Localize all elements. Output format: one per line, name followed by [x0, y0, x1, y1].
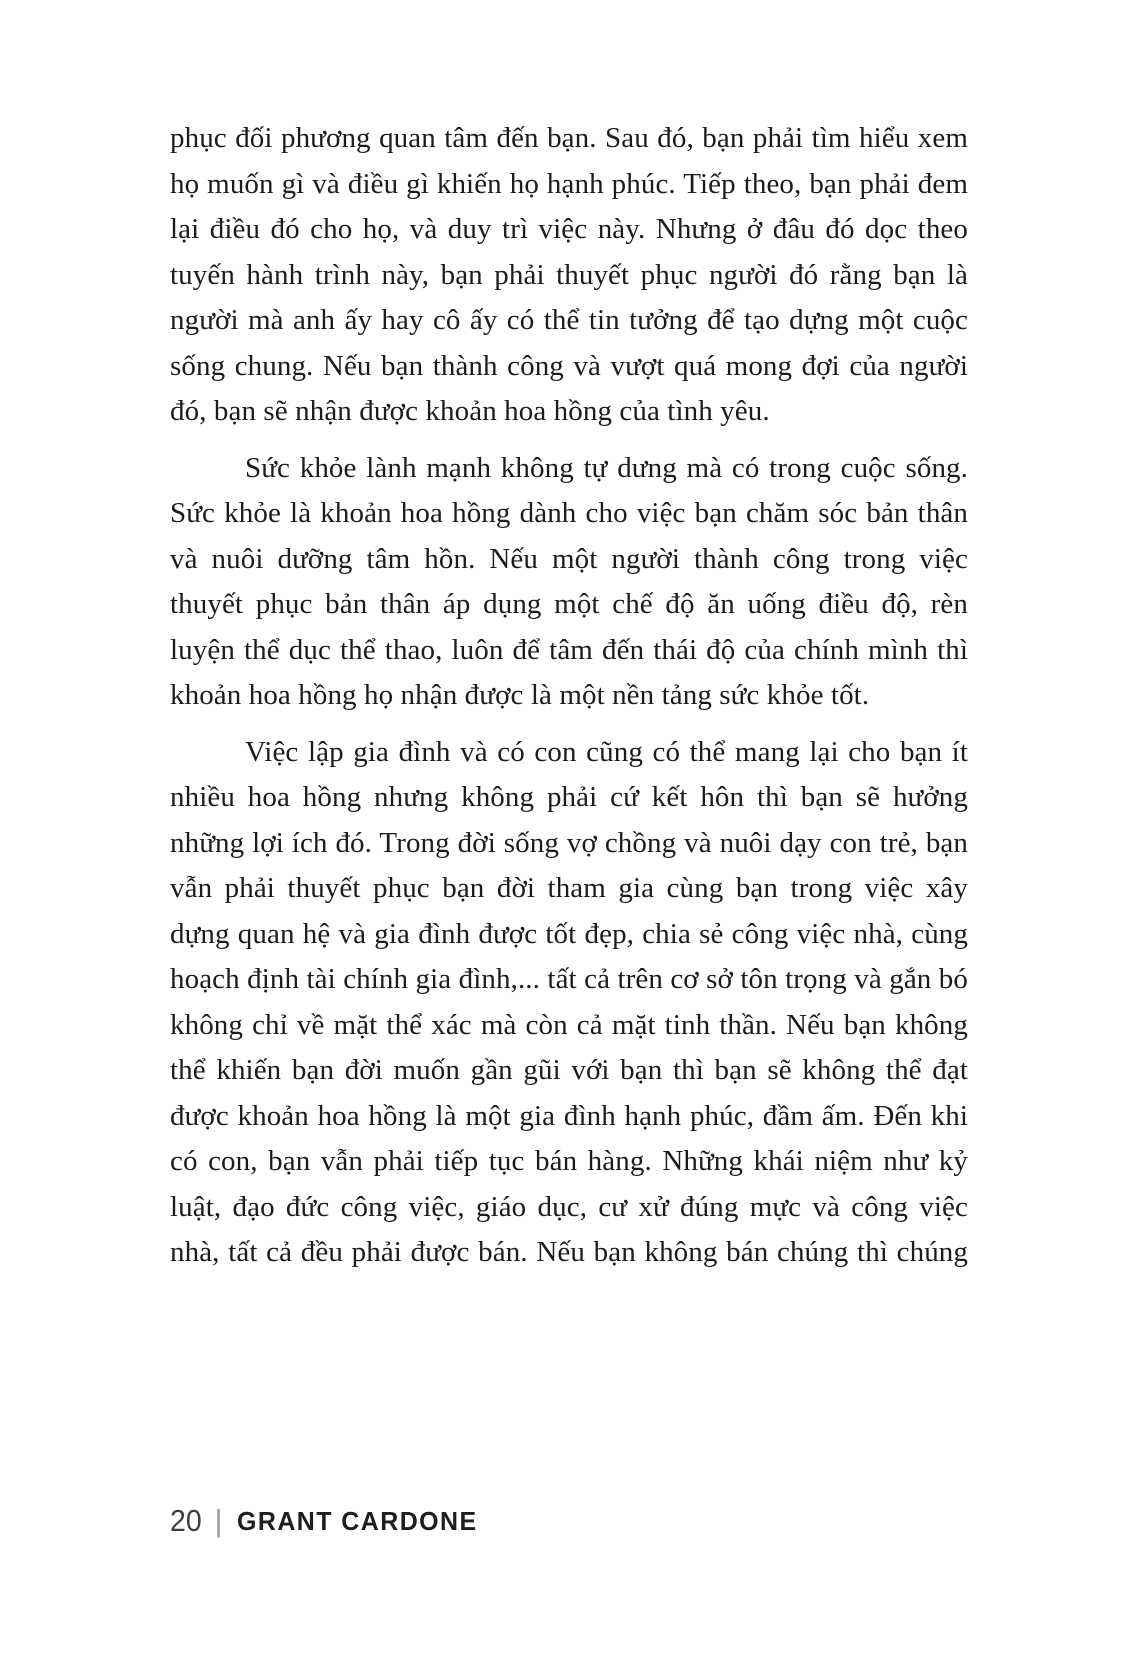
book-author: GRANT CARDONE [236, 1505, 478, 1536]
paragraph: Sức khỏe lành mạnh không tự dưng mà có trong cuộc sống. Sức khỏe là khoản hoa hồng dành cho việc bạn chăm sóc bản thân và nuôi dưỡng tâm hồn. Nếu một người thành công trong việc thuyết phục bản thân áp dụng một chế độ ăn uống điều độ, rèn luyện thể dục thể thao, luôn để tâm đến thái độ của chính mình thì khoản hoa hồng họ nhận được là một nền tảng sức khỏe tốt. [170, 451, 968, 711]
page-footer [170, 1503, 487, 1539]
paragraph: phục đối phương quan tâm đến bạn. Sau đó, bạn phải tìm hiểu xem họ muốn gì và điều gì khiến họ hạnh phúc. Tiếp theo, bạn phải đem lại điều đó cho họ, và duy trì việc này. Nhưng ở đâu đó dọc theo tuyến hành trình này, bạn phải thuyết phục người đó rằng bạn là người mà anh ấy hay cô ấy có thể tin tưởng để tạo dựng một cuộc sống chung. Nếu bạn thành công và vượt quá mong đợi của người đó, bạn sẽ nhận được khoản hoa hồng của tình yêu. [170, 122, 968, 427]
page-number: 20 [170, 1503, 202, 1538]
footer-separator: | [214, 1503, 223, 1538]
page-text-block [170, 116, 968, 1287]
paragraph: Việc lập gia đình và có con cũng có thể mang lại cho bạn ít nhiều hoa hồng nhưng không phải cứ kết hôn thì bạn sẽ hưởng những lợi ích đó. Trong đời sống vợ chồng và nuôi dạy con trẻ, bạn vẫn phải thuyết phục bạn đời tham gia cùng bạn trong việc xây dựng quan hệ và gia đình được tốt đẹp, chia sẻ công việc nhà, cùng hoạch định tài chính gia đình,... tất cả trên cơ sở tôn trọng và gắn bó không chỉ về mặt thể xác mà còn cả mặt tinh thần. Nếu bạn không thể khiến bạn đời muốn gần gũi với bạn thì bạn sẽ không thể đạt được khoản hoa hồng là một gia đình hạnh phúc, đầm ấm. Đến khi có con, bạn vẫn phải tiếp tục bán hàng. Những khái niệm như kỷ luật, đạo đức công việc, giáo dục, cư xử đúng mực và công việc nhà, tất cả đều phải được bán. Nếu bạn không bán chúng thì chúng [170, 735, 968, 1268]
